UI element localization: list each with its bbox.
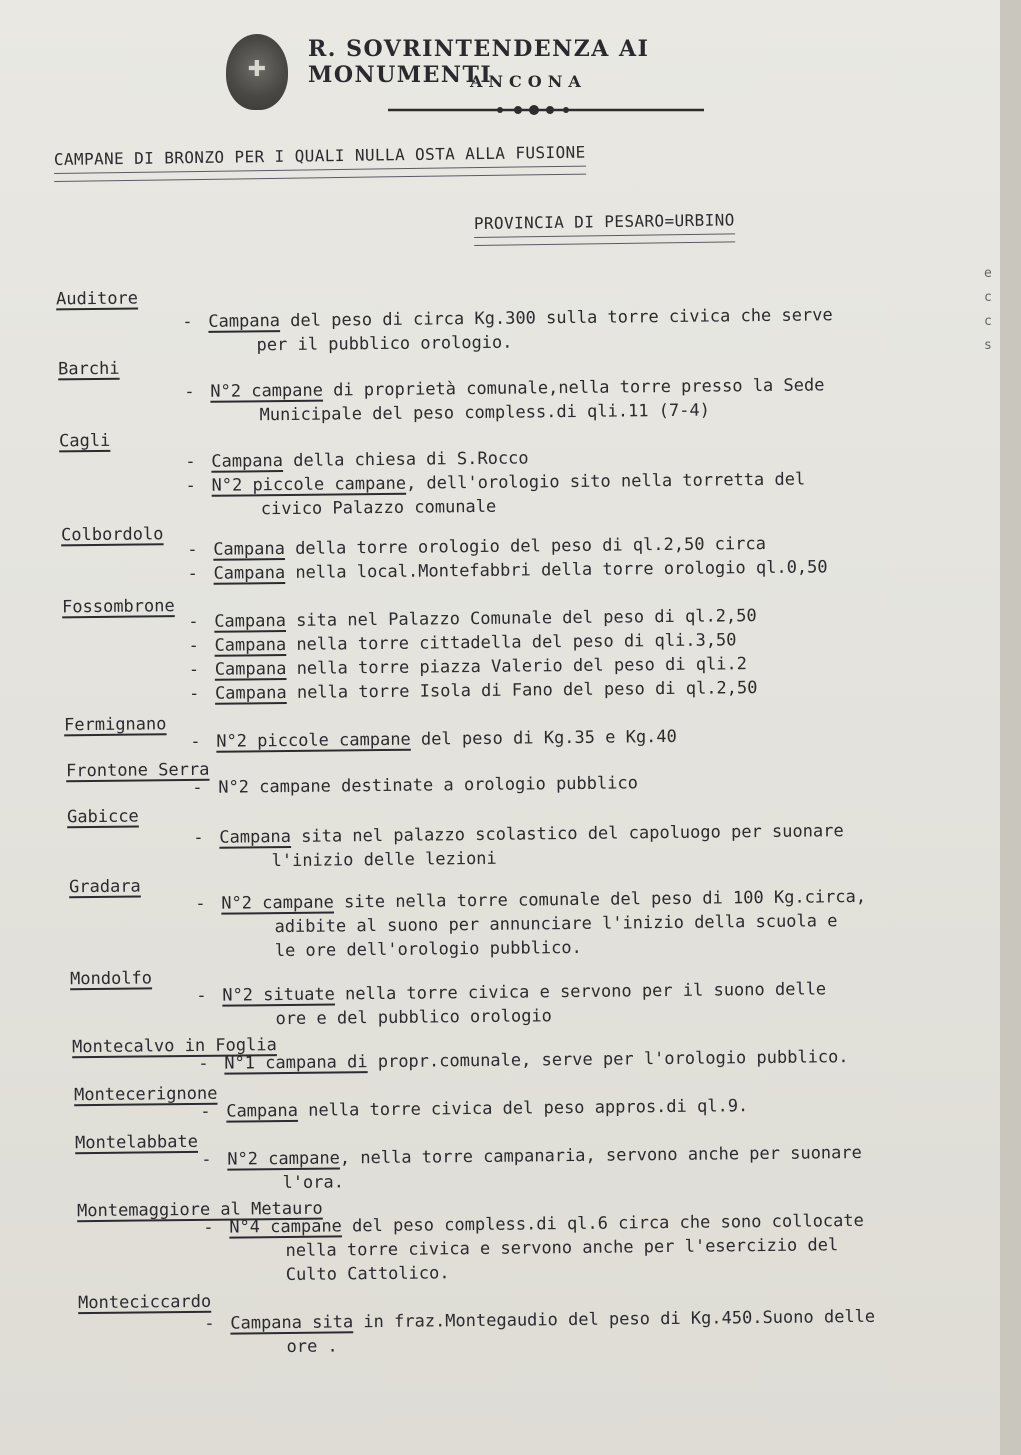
item-keyword: Campana <box>214 611 287 632</box>
entry-item <box>184 373 824 404</box>
entry-place: Monteciccardo <box>77 1291 212 1314</box>
entry-item <box>189 676 758 706</box>
entry-place: Cagli <box>58 430 111 452</box>
entry-item <box>192 771 638 800</box>
item-dash: - <box>188 659 200 681</box>
office-name: R. SOVRINTENDENZA AI MONUMENTI <box>308 36 650 88</box>
item-text: nella torre cittadella del peso di qli.3,50 <box>286 630 737 656</box>
entry-place: Colbordolo <box>60 524 164 546</box>
item-dash: - <box>195 893 206 914</box>
item-text: nella torre civica e servono per il suono delle <box>334 979 827 1005</box>
item-dash: - <box>182 311 193 333</box>
entry <box>0 868 1000 962</box>
item-keyword: Campana <box>219 826 292 848</box>
province-heading-text: PROVINCIA DI PESARO=URBINO <box>473 210 735 233</box>
entry-place: Fossombrone <box>61 596 175 618</box>
entry <box>0 752 1000 798</box>
entry-item <box>196 977 826 1008</box>
item-keyword: Campana sita <box>230 1312 354 1334</box>
margin-mark: e c <box>984 266 992 305</box>
entry-item <box>198 1045 849 1076</box>
item-dash: - <box>201 1149 212 1170</box>
entry-item <box>204 1305 875 1336</box>
entry <box>0 960 1000 1030</box>
item-text: , nella torre campanaria, servono anche per suonare <box>339 1142 862 1169</box>
item-text: nella torre piazza Valerio del peso di qli.2 <box>286 654 748 680</box>
entry <box>0 516 1000 585</box>
item-text: del peso compless.di ql.6 circa che sono collocate <box>341 1210 864 1237</box>
province-heading <box>474 210 735 246</box>
entry <box>0 798 1000 872</box>
entry-item <box>185 446 529 474</box>
item-keyword: N°2 campane <box>227 1148 340 1170</box>
item-text: del peso di Kg.35 e Kg.40 <box>410 726 677 750</box>
entry-place: Fermignano <box>63 714 167 736</box>
item-continuation: adibite al suono per annunciare l'inizio della scuola e <box>274 911 838 938</box>
item-keyword: N°4 campane <box>229 1216 342 1238</box>
item-keyword: N°1 campana di <box>224 1052 368 1074</box>
item-text: sita nel Palazzo Comunale del peso di ql.2,50 <box>285 606 757 632</box>
document-title-text: CAMPANE DI BRONZO PER I QUALI NULLA OSTA ALLA FUSIONE <box>53 142 586 169</box>
item-keyword: Campana <box>213 539 286 560</box>
item-continuation: Culto Cattolico. <box>285 1263 450 1286</box>
entry-item <box>190 725 677 754</box>
entry <box>0 280 1000 356</box>
entry <box>0 1124 1000 1194</box>
item-dash: - <box>196 985 207 1006</box>
entry-place: Barchi <box>57 358 120 380</box>
entry-place: Montelabbate <box>74 1131 199 1154</box>
item-text: della chiesa di S.Rocco <box>282 448 529 472</box>
item-text: di proprietà comunale,nella torre presso la Sede <box>322 375 825 401</box>
item-dash: - <box>185 475 196 497</box>
item-text: , dell'orologio sito nella torretta del <box>405 469 806 494</box>
cross-icon: ✚ <box>247 57 267 82</box>
item-text: propr.comunale, serve per l'orologio pubblico. <box>367 1047 849 1073</box>
entry <box>0 588 1000 705</box>
document-title <box>54 143 586 182</box>
entry-item <box>182 303 833 334</box>
item-dash: - <box>200 1101 211 1122</box>
entry-place: Gradara <box>68 876 141 898</box>
entry-item <box>193 819 844 850</box>
ornamental-rule-icon <box>388 104 704 116</box>
item-keyword: N°2 campane <box>210 380 324 402</box>
item-dash: - <box>192 777 203 798</box>
entry <box>0 1076 1000 1122</box>
title-double-rule <box>54 166 586 182</box>
entry-place: Montecerignone <box>73 1083 218 1106</box>
letterhead <box>0 14 1000 114</box>
item-continuation: l'ora. <box>282 1172 345 1194</box>
margin-mark: s <box>984 338 992 353</box>
item-text: del peso di circa Kg.300 sulla torre civica che serve <box>279 305 833 332</box>
page-edge <box>1000 0 1021 1455</box>
entry-place: Auditore <box>55 288 139 310</box>
item-keyword: Campana <box>211 451 284 472</box>
item-keyword: N°2 campane <box>221 892 334 914</box>
item-dash: - <box>190 731 201 753</box>
item-dash: - <box>188 611 199 633</box>
item-dash: - <box>184 381 195 403</box>
item-dash: - <box>193 827 204 848</box>
item-text: site nella torre comunale del peso di 100 Kg.circa, <box>333 886 867 913</box>
entry-place: Frontone Serra <box>65 759 210 782</box>
office-city: ANCONA <box>470 72 587 91</box>
item-dash: - <box>188 635 199 657</box>
item-text: nella torre Isola di Fano del peso di ql.2,50 <box>286 678 758 704</box>
entry <box>0 1284 1000 1358</box>
margin-marks <box>984 262 1000 358</box>
item-keyword: N°2 piccole campane <box>216 729 411 752</box>
item-text: nella torre civica del peso appros.di ql.9. <box>297 1096 749 1121</box>
item-text: della torre orologio del peso di ql.2,50 circa <box>284 533 767 560</box>
entry-item <box>201 1141 862 1172</box>
item-continuation: Municipale del peso compless.di qli.11 (7-4) <box>259 400 711 426</box>
item-dash: - <box>203 1217 214 1238</box>
entry-item <box>200 1094 748 1124</box>
item-keyword: Campana <box>214 683 287 704</box>
item-dash: - <box>187 563 198 585</box>
entry <box>0 706 1000 753</box>
item-continuation: per il pubblico orologio. <box>256 332 513 356</box>
item-dash: - <box>204 1313 215 1334</box>
item-continuation: civico Palazzo comunale <box>260 496 497 520</box>
item-dash: - <box>198 1053 209 1074</box>
item-keyword: Campana <box>226 1100 299 1122</box>
item-continuation: l'inizio delle lezioni <box>271 848 497 872</box>
item-continuation: ore e del pubblico orologio <box>275 1006 552 1030</box>
item-text: in fraz.Montegaudio del peso di Kg.450.Suono delle <box>353 1306 876 1333</box>
item-continuation: ore . <box>286 1336 338 1358</box>
entry-place: Gabicce <box>66 806 139 828</box>
item-keyword: Campana <box>214 659 287 680</box>
item-continuation: nella torre civica e servono anche per l'esercizio del <box>285 1235 839 1262</box>
entry <box>0 1028 1000 1074</box>
item-keyword: Campana <box>208 311 281 332</box>
item-text: nella local.Montefabbri della torre orologio ql.0,50 <box>285 557 828 584</box>
item-text: sita nel palazzo scolastico del capoluogo per suonare <box>290 821 844 847</box>
item-dash: - <box>185 451 196 473</box>
item-dash: - <box>188 683 200 705</box>
item-keyword: N°2 situate <box>222 984 335 1006</box>
item-keyword: Campana <box>213 563 286 584</box>
entry <box>0 1192 1000 1286</box>
coat-of-arms-seal-icon <box>226 34 288 110</box>
margin-mark: c <box>984 314 992 329</box>
item-keyword: N°2 piccole campane <box>211 473 407 496</box>
entry-place: Mondolfo <box>69 968 153 990</box>
entry-place: Montemaggiore al Metauro <box>76 1198 323 1222</box>
item-text: N°2 campane destinate a orologio pubblico <box>218 773 639 798</box>
entry-place: Montecalvo in Foglia <box>71 1035 277 1058</box>
province-double-rule <box>474 233 735 246</box>
item-keyword: Campana <box>214 635 287 656</box>
entry-item <box>185 468 805 498</box>
item-dash: - <box>187 539 198 561</box>
item-continuation: le ore dell'orologio pubblico. <box>274 937 582 962</box>
